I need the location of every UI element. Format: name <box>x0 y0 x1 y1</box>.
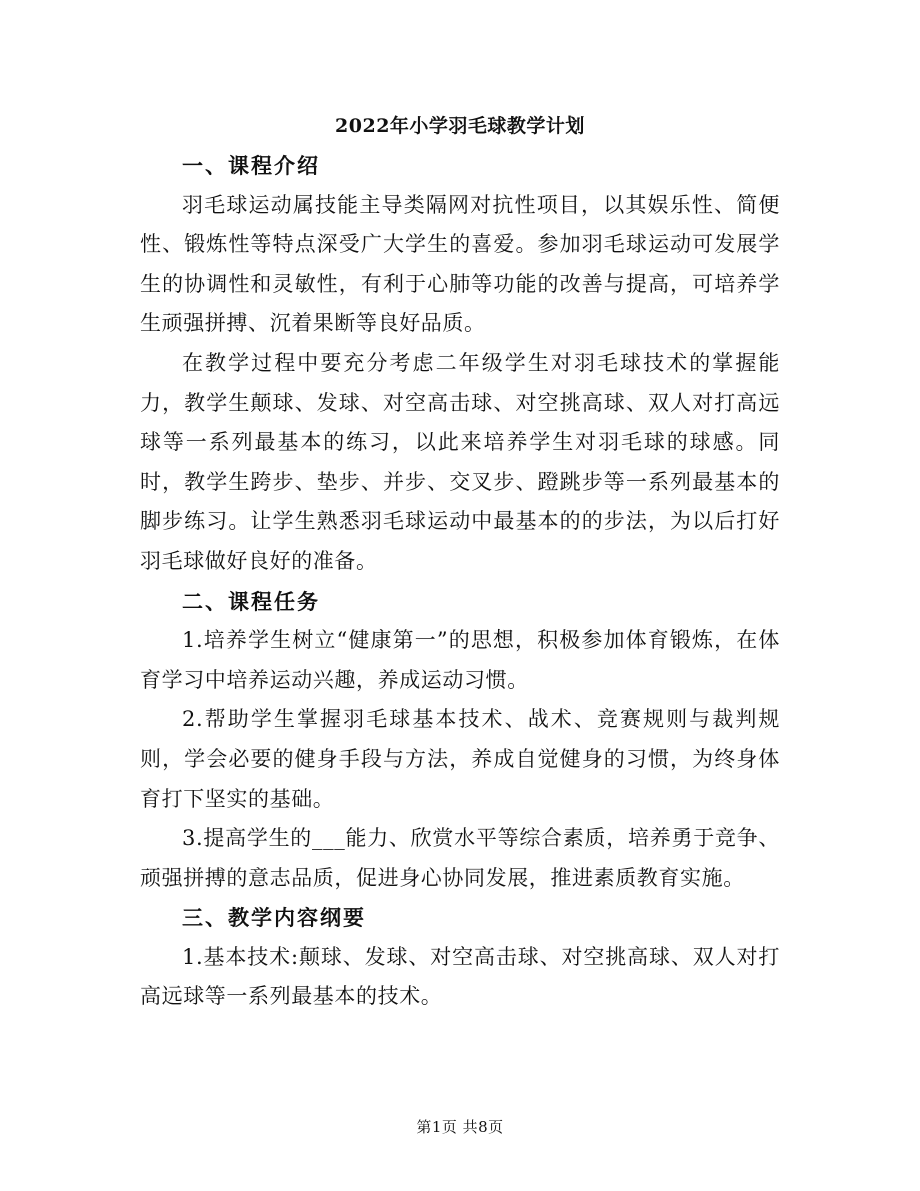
paragraph: 3.提高学生的___能力、欣赏水平等综合素质，培养勇于竞争、顽强拼搏的意志品质，促进身心协同发展，推进素质教育实施。 <box>140 826 780 890</box>
paragraph: 在教学过程中要充分考虑二年级学生对羽毛球技术的掌握能力，教学生颠球、发球、对空高击球、对空挑高球、双人对打高远球等一系列最基本的练习，以此来培养学生对羽毛球的球感。同时，教学生跨步、垫步、并步、交叉步、蹬跳步等一系列最基本的脚步练习。让学生熟悉羽毛球运动中最基本的的步法，为以后打好羽毛球做好良好的准备。 <box>140 350 780 573</box>
section-course-intro <box>140 146 780 582</box>
section-heading: 一、课程介绍 <box>182 153 320 178</box>
section-teaching-outline <box>140 898 780 1017</box>
paragraph: 羽毛球运动属技能主导类隔网对抗性项目，以其娱乐性、简便性、锻炼性等特点深受广大学生的喜爱。参加羽毛球运动可发展学生的协调性和灵敏性，有利于心肺等功能的改善与提高，可培养学生顽强拼搏、沉着果断等良好品质。 <box>140 192 780 336</box>
paragraph: 2.帮助学生掌握羽毛球基本技术、战术、竞赛规则与裁判规则，学会必要的健身手段与方法，养成自觉健身的习惯，为终身体育打下坚实的基础。 <box>140 707 780 811</box>
document-title: 2022年小学羽毛球教学计划 <box>335 115 585 137</box>
paragraph: 1.培养学生树立“健康第一”的思想，积极参加体育锻炼，在体育学习中培养运动兴趣，养成运动习惯。 <box>140 628 780 692</box>
section-heading: 二、课程任务 <box>182 588 320 614</box>
section-course-tasks <box>140 582 780 899</box>
page-number: 第1页 共8页 <box>416 1118 504 1136</box>
paragraph: 1.基本技术:颠球、发球、对空高击球、对空挑高球、双人对打高远球等一系列最基本的技术。 <box>140 944 780 1009</box>
document-body <box>140 146 780 1017</box>
section-heading: 三、教学内容纲要 <box>182 905 366 931</box>
